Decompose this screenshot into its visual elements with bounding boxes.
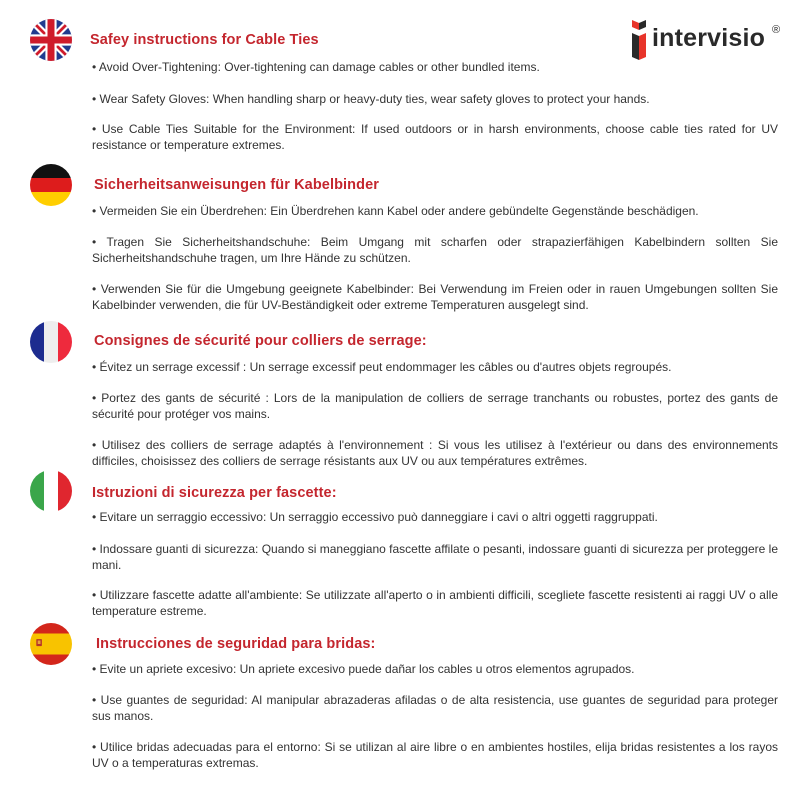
france-flag-icon [30,321,72,363]
section-title-german: Sicherheitsanweisungen für Kabelbinder [94,177,379,193]
instruction-item: • Évitez un serrage excessif : Un serrage excessif peut endommager les câbles ou d'autres objets regroupés. [92,360,672,374]
instruction-item: • Avoid Over-Tightening: Over-tightening can damage cables or other bundled items. [92,60,540,74]
instruction-item: • Utilizzare fascette adatte all'ambiente: Se utilizzate all'aperto o in ambienti difficili, scegliete fascette resistenti ai raggi UV o alle temperature estreme. [92,588,778,618]
logo-mark-icon [630,20,648,60]
section-title-spanish: Instrucciones de seguridad para bridas: [96,636,376,652]
registered-mark: ® [772,24,781,36]
instruction-item: • Verwenden Sie für die Umgebung geeignete Kabelbinder: Bei Verwendung im Freien oder in rauen Umgebungen sollten Sie Kabelbinder verwenden, die für UV-Beständigkeit oder extreme Temperaturen ausgelegt sind. [92,282,778,312]
instruction-item: • Use Cable Ties Suitable for the Environment: If used outdoors or in harsh environments, choose cable ties rated for UV resistance or temperature extremes. [92,122,778,152]
germany-flag-icon [30,164,72,206]
instruction-item: • Wear Safety Gloves: When handling sharp or heavy-duty ties, wear safety gloves to protect your hands. [92,92,650,106]
instruction-item: • Evite un apriete excesivo: Un apriete excesivo puede dañar los cables u otros elementos agrupados. [92,662,635,676]
uk-flag-icon [30,19,72,61]
instruction-item: • Indossare guanti di sicurezza: Quando si maneggiano fascette affilate o pesanti, indossare guanti di sicurezza per proteggere le mani. [92,542,778,572]
section-title-italian: Istruzioni di sicurezza per fascette: [92,485,337,501]
logo-text: intervisio [652,24,766,52]
instruction-item: • Utilisez des colliers de serrage adaptés à l'environnement : Si vous les utilisez à l'extérieur ou dans des environnements difficiles, choisissez des colliers de serrage résistants aux UV ou aux températures extrêmes. [92,438,778,468]
instruction-item: • Evitare un serraggio eccessivo: Un serraggio eccessivo può danneggiare i cavi o altri oggetti raggruppati. [92,510,658,524]
italy-flag-icon [30,470,72,512]
instruction-item: • Use guantes de seguridad: Al manipular abrazaderas afiladas o de alta resistencia, use guantes de seguridad para proteger sus manos. [92,693,778,723]
spain-flag-icon [30,623,72,665]
instruction-item: • Utilice bridas adecuadas para el entorno: Si se utilizan al aire libre o en ambientes hostiles, elija bridas resistentes a los rayos UV o a temperaturas extremas. [92,740,778,770]
instruction-item: • Portez des gants de sécurité : Lors de la manipulation de colliers de serrage tranchants ou robustes, portez des gants de sécurité pour protéger vos mains. [92,391,778,421]
section-title-english: Safey instructions for Cable Ties [90,32,319,48]
intervisio-logo [630,18,790,64]
instruction-item: • Vermeiden Sie ein Überdrehen: Ein Überdrehen kann Kabel oder andere gebündelte Gegenstände beschädigen. [92,204,699,218]
section-title-french: Consignes de sécurité pour colliers de serrage: [94,333,427,349]
instruction-item: • Tragen Sie Sicherheitshandschuhe: Beim Umgang mit scharfen oder strapazierfähigen Kabelbindern sollten Sie Sicherheitshandschuhe tragen, um Ihre Hände zu schützen. [92,235,778,265]
